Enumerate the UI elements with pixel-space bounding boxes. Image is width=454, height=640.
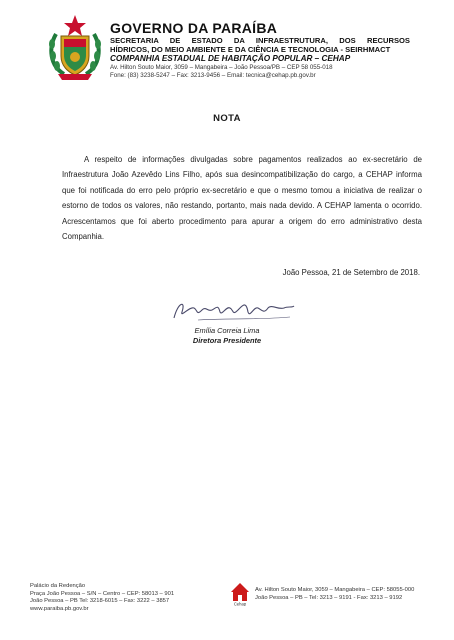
handwritten-signature: [168, 296, 298, 324]
signer-block: [0, 326, 454, 346]
note-paragraph: A respeito de informações divulgadas sobre pagamentos realizados ao ex-secretário de Infraestrutura João Azevêdo Lins Filho, após sua desincompatibilização do cargo, a CEHAP informa que foi notificada do erro pelo próprio ex-secretário e que o mesmo tomou a iniciativa de realizar o estorno de todos os valores, não restando, portanto, mais nada devido. A CEHAP lamenta o ocorrido. Acrescentamos que foi aberto procedimento para apurar a origem do erro administrativo desta Companhia.: [62, 155, 422, 242]
footer-cehap-street: Av. Hilton Souto Maior, 3059 – Mangabeira – CEP: 58055-000: [255, 587, 415, 593]
footer-phone: João Pessoa – PB Tel: 3218-6015 – Fax: 3222 – 3857: [30, 598, 170, 605]
secretariat-line-2: HÍDRICOS, DO MEIO AMBIENTE E DA CIÊNCIA E TECNOLOGIA - SEIRHMACT: [110, 45, 391, 54]
note-body: [62, 152, 422, 244]
footer-website: www.paraiba.pb.gov.br: [30, 605, 89, 612]
footer-cehap-address: [255, 587, 414, 602]
document-title: NOTA: [213, 113, 241, 124]
document-date: João Pessoa, 21 de Setembro de 2018.: [282, 268, 420, 277]
footer-address: Praça João Pessoa – S/N – Centro – CEP: 58013 – 901: [30, 590, 175, 597]
secretariat-line-1: SECRETARIA DE ESTADO DA INFRAESTRUTURA, DOS RECURSOS: [110, 36, 410, 45]
company-address: Av. Hilton Souto Maior, 3059 – Mangabeira – João Pessoa/PB – CEP 58 055-018: [110, 64, 333, 71]
company-contact: Fone: (83) 3238-5247 – Fax: 3213-9456 – Email: tecnica@cehap.pb.gov.br: [110, 71, 316, 79]
letterhead: [110, 20, 410, 79]
company-name: COMPANHIA ESTADUAL DE HABITAÇÃO POPULAR – CEHAP: [110, 54, 351, 63]
footer-cehap-phone: João Pessoa – PB – Tel: 3213 – 9191 - Fax: 3213 – 9192: [255, 594, 403, 601]
cehap-logo-icon: [230, 582, 250, 606]
cehap-logo-text: Cehap: [233, 601, 247, 606]
signer-role: Diretora Presidente: [192, 336, 262, 345]
footer-palace: Palácio da Redenção: [30, 583, 86, 589]
footer-government-address: [30, 583, 174, 613]
government-name: GOVERNO DA PARAÍBA: [110, 20, 278, 36]
signer-name: Emília Correia Lima: [194, 326, 260, 335]
state-coat-of-arms-icon: [46, 14, 104, 82]
